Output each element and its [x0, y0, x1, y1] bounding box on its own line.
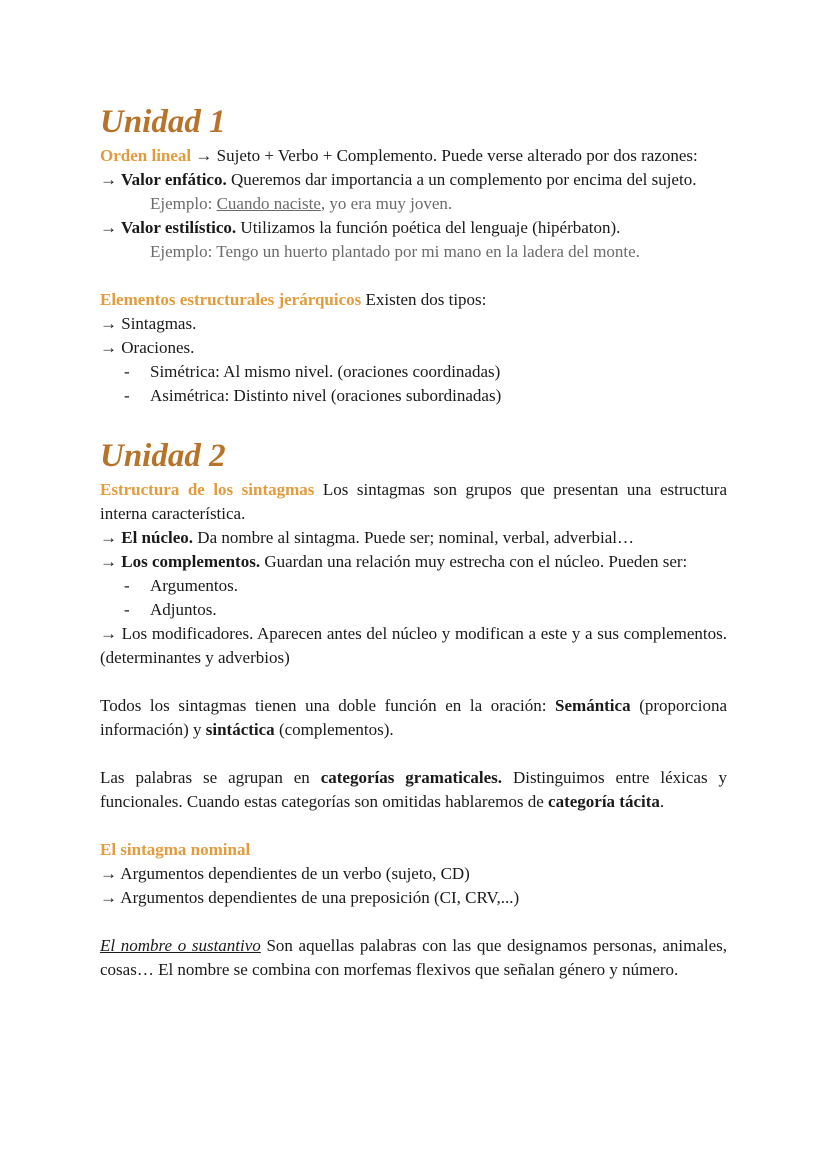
elementos-sub-item: - Asimétrica: Distinto nivel (oraciones subordinadas) [124, 386, 502, 405]
semantica-term: Semántica [555, 696, 631, 715]
valor-enfatico-term: Valor enfático. [120, 170, 227, 189]
unit-1-title: Unidad 1 [100, 104, 226, 140]
valor-enfatico-paragraph [100, 168, 727, 192]
nombre-text: Son aquellas palabras con las que designamos personas, animales, cosas… El nombre se combina con morfemas flexivos que señalan género y número. [100, 936, 727, 979]
complementos-term: Los complementos. [121, 552, 261, 571]
sintactica-term: sintáctica [205, 720, 275, 739]
valor-estilistico-paragraph [100, 216, 727, 240]
sintagma-nominal-item: → Argumentos dependientes de un verbo (sujeto, CD) [100, 864, 470, 883]
valor-enfatico-text: Queremos dar importancia a un complemento por encima del sujeto. [226, 170, 697, 189]
unit-2-title: Unidad 2 [100, 438, 226, 474]
complementos-paragraph [100, 550, 727, 574]
elementos-item: → Oraciones. [100, 338, 195, 357]
estructura-paragraph [100, 478, 727, 526]
complementos-text: Guardan una relación muy estrecha con el núcleo. Pueden ser: [260, 552, 688, 571]
valor-estilistico-text: Utilizamos la función poética del lenguaje (hipérbaton). [236, 218, 621, 237]
doble-funcion-paragraph: Todos los sintagmas tienen una doble función en la oración: Semántica (proporciona información) y sintáctica (complementos). [100, 696, 727, 739]
valor-estilistico-example: Ejemplo: Tengo un huerto plantado por mi mano en la ladera del monte. [150, 242, 640, 261]
estructura-term: Estructura de los sintagmas [100, 480, 315, 499]
complementos-sub-item: - Argumentos. [124, 576, 238, 595]
example-rest: , yo era muy joven. [320, 194, 453, 213]
valor-estilistico-arrow: → [100, 218, 121, 237]
nucleo-text: Da nombre al sintagma. Puede ser; nominal, verbal, adverbial… [193, 528, 634, 547]
nombre-term: El nombre o sustantivo [100, 936, 261, 955]
example-prefix: Ejemplo: [150, 194, 217, 213]
valor-enfatico-arrow: → [100, 170, 121, 189]
valor-estilistico-term: Valor estilístico. [120, 218, 237, 237]
complementos-sub-item: - Adjuntos. [124, 600, 217, 619]
elementos-text: Existen dos tipos: [361, 290, 487, 309]
categoria-tacita-term: categoría tácita [548, 792, 660, 811]
elementos-paragraph [100, 288, 727, 312]
nucleo-paragraph [100, 526, 727, 550]
nombre-paragraph [100, 934, 727, 982]
nucleo-term: El núcleo. [121, 528, 194, 547]
document-body [100, 100, 727, 982]
elementos-term: Elementos estructurales jerárquicos [100, 290, 362, 309]
orden-lineal-term: Orden lineal [100, 146, 192, 165]
modificadores-paragraph: → Los modificadores. Aparecen antes del núcleo y modifican a este y a sus complementos. (determinantes y adverbios) [100, 624, 727, 667]
estructura-text: Los sintagmas son grupos que presentan una estructura interna característica. [100, 480, 727, 523]
categorias-gramaticales-term: categorías gramaticales. [320, 768, 503, 787]
categorias-paragraph: Las palabras se agrupan en categorías gramaticales. Distinguimos entre léxicas y funcionales. Cuando estas categorías son omitidas hablaremos de categoría tácita. [100, 768, 727, 811]
elementos-item: → Sintagmas. [100, 314, 197, 333]
sintagma-nominal-heading: El sintagma nominal [100, 840, 251, 859]
elementos-sub-item: - Simétrica: Al mismo nivel. (oraciones coordinadas) [124, 362, 501, 381]
orden-lineal-paragraph [100, 144, 727, 168]
example-underlined: Cuando naciste [216, 194, 321, 213]
sintagma-nominal-item: → Argumentos dependientes de una preposición (CI, CRV,...) [100, 888, 520, 907]
nucleo-arrow: → [100, 528, 122, 547]
complementos-arrow: → [100, 552, 122, 571]
valor-enfatico-example [100, 192, 727, 216]
orden-lineal-text: → Sujeto + Verbo + Complemento. Puede verse alterado por dos razones: [191, 146, 698, 165]
